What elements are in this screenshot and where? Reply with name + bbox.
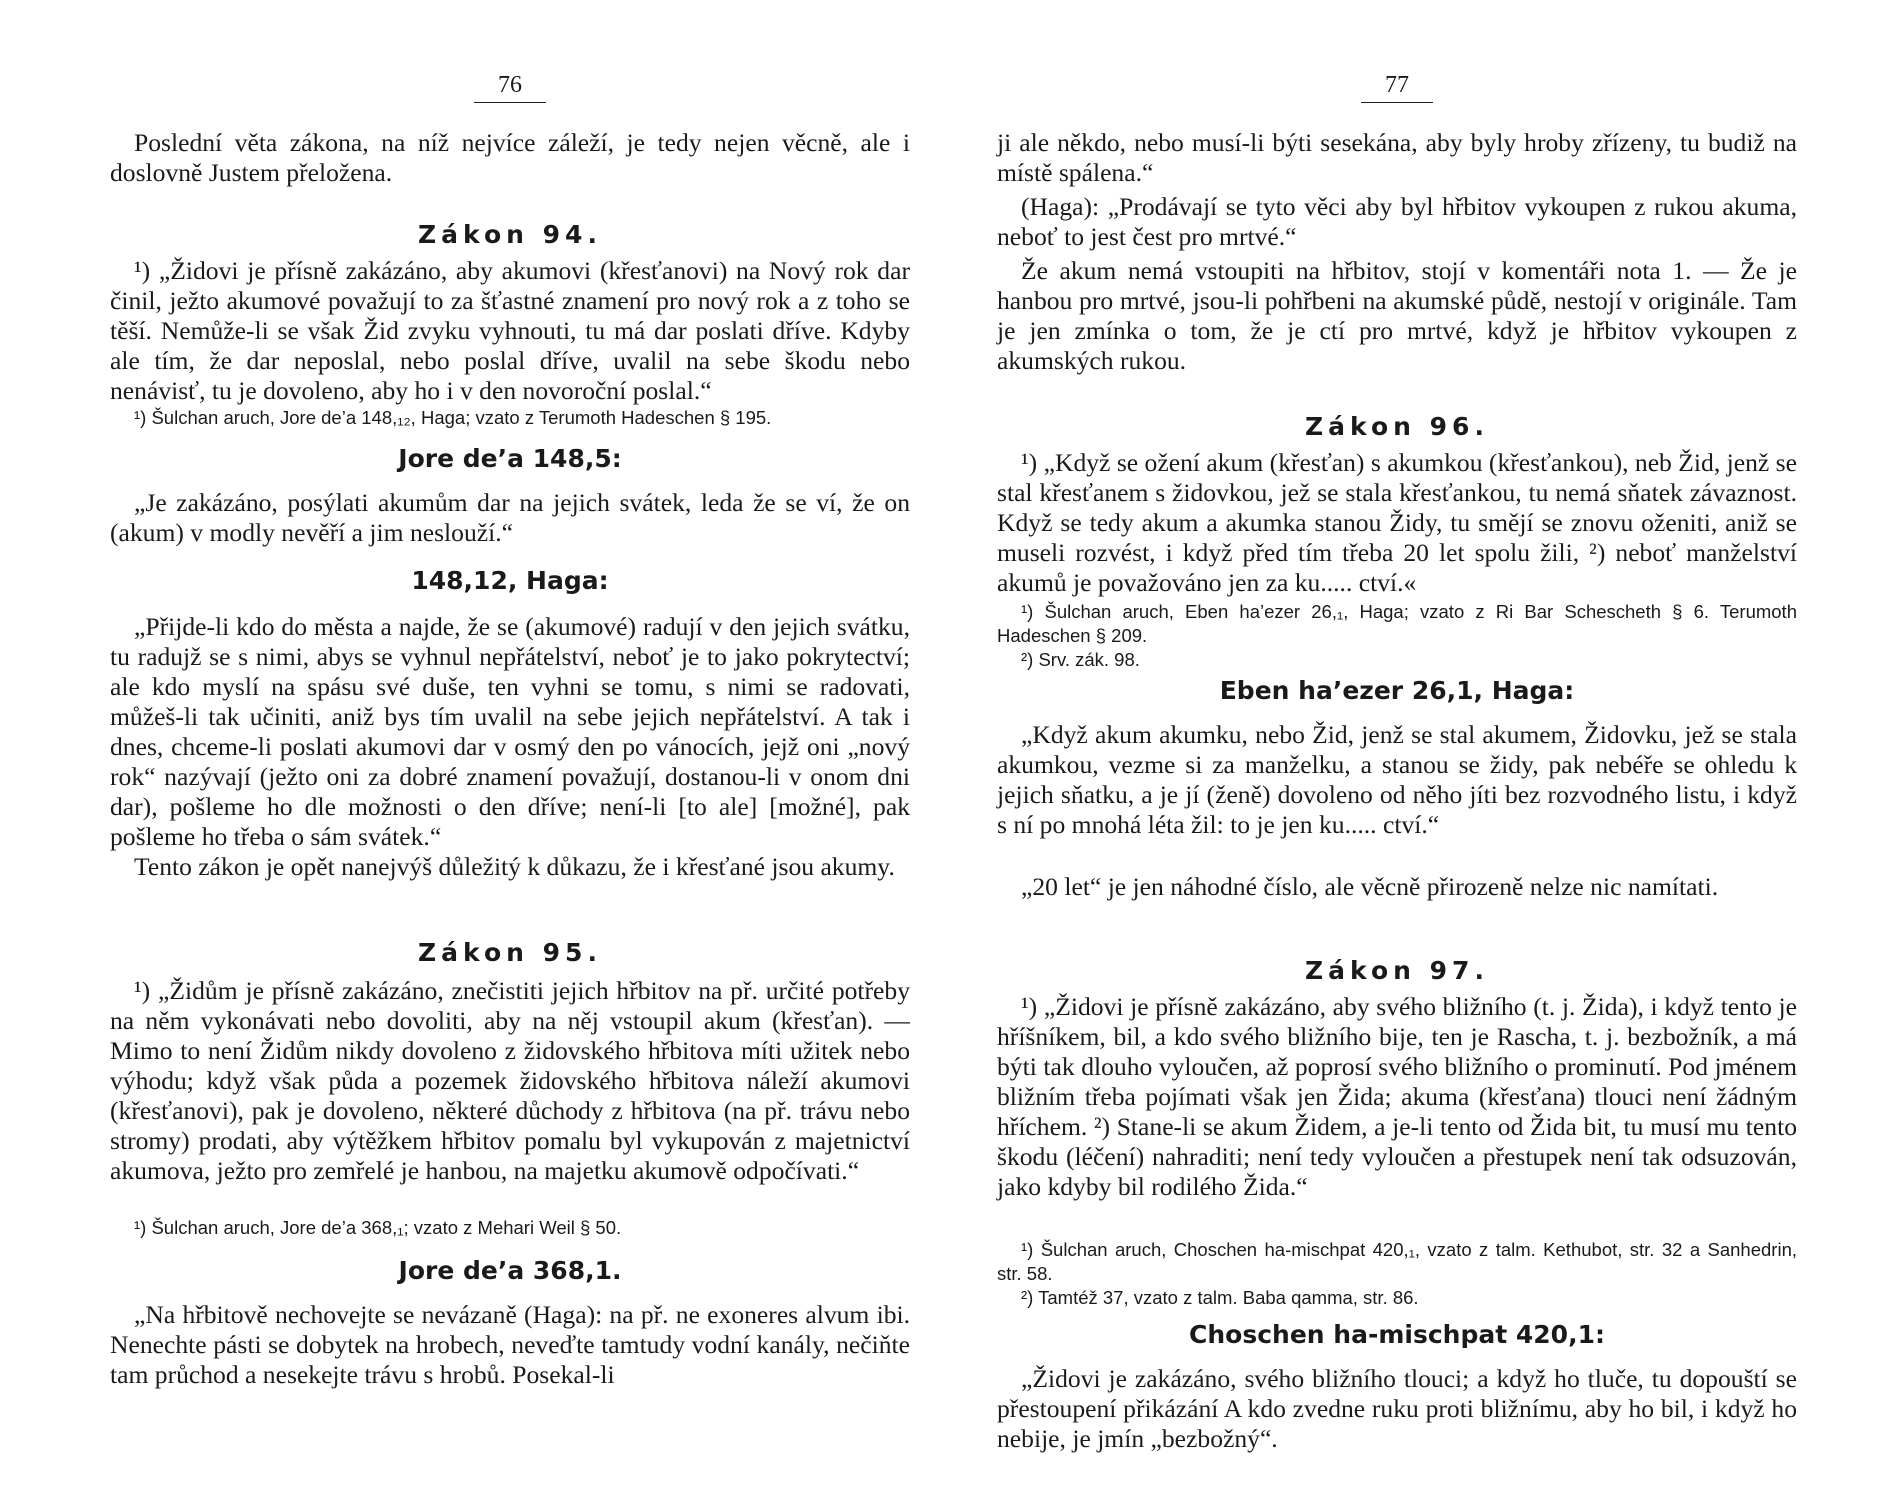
law-95-text: ¹) „Židům je přísně zakázáno, znečistiti jejich hřbitov na př. určité potřeby na něm vykonávati nebo dovoliti, aby na něj vstoupil akum (křesťan). — Mimo to není Židům nikdy dovoleno z židovského hřbitova míti užitek nebo výhodu; když však půda a pozemek židovského hřbitova náleží akumovi (křesťanovi), pak je dovoleno, některé důchody z hřbitova (na př. trávu nebo stromy) prodati, aby výtěžkem hřbitov pomalu byl vykupován z majetnictví akumova, ježto pro zemřelé je hanbou, na majetku akumově odpočívati.“ [110,976,910,1185]
law-94-text: ¹) „Židovi je přísně zakázáno, aby akumovi (křesťanovi) na Nový rok dar činil, ježto akumové považují to za šťastné znamení pro nový rok a z toho se těší. Nemůže-li se však Žid zvyku vyhnouti, tu má dar poslati dříve. Kdyby ale tím, že dar neposlal, nebo poslal dříve, uvalil na sebe škodu nebo nenávisť, tu je dovoleno, aby ho i v den novoroční poslal.“ [110,256,910,405]
eben-haezer-text: „Když akum akumku, nebo Žid, jenž se stal akumem, Židovku, jež se stala akumkou, vezme si za manželku, a stanou se židy, pak nebéře se ohledu k jejich sňatku, a je jí (ženě) dovoleno od něho jíti bez rozvodného listu, i když s ní po mnohá léta žil: to je jen ku..... ctví.“ [997,720,1797,839]
choschen-heading: Choschen ha-mischpat 420,1: [1189,1320,1605,1349]
law-95-footnote: ¹) Šulchan aruch, Jore de’a 368,₁; vzato z Mehari Weil § 50. [134,1217,622,1238]
left-page [110,0,910,1500]
law-97-footnote-2: ²) Tamtéž 37, vzato z talm. Baba qamma, str. 86. [1021,1287,1419,1308]
right-page [997,0,1797,1500]
law-96-heading: Zákon 96. [1305,412,1489,441]
law-97-text: ¹) „Židovi je přísně zakázáno, aby svého bližního (t. j. Žida), i když tento je hříšníkem, bil, a kdo svého bližního bije, ten je Rascha, t. j. bezbožník, a má býti tak dlouho vyloučen, až poprosí svého bližního o prominutí. Pod jménem bližním třeba pojímati však jen Žida; akuma (křesťana) tlouci není žádným hříchem. ²) Stane-li se akum Židem, a je-li tento od Žida bit, tu musí mu tento škodu (léčení) nahraditi; není tedy vyloučen a přestupek není tak odsuzován, jako kdyby bil rodilého Žida.“ [997,992,1797,1201]
choschen-text: „Židovi je zakázáno, svého bližního tlouci; a když ho tluče, tu dopouští se přestoupení přikázání A kdo zvedne ruku proti bližnímu, aby ho bil, i když ho nebije, je jmín „bezbožný“. [997,1364,1797,1453]
jore-368-1-text: „Na hřbitově nechovejte se nevázaně (Haga): na př. ne exoneres alvum ibi. Nenechte pásti se dobytek na hrobech, neveďte tamtudy vodní kanály, nečiňte tam průchod a nesekejte trávu s hrobů. Posekal-li [110,1300,910,1389]
jore-148-5-text: „Je zakázáno, posýlati akumům dar na jejich svátek, leda že se ví, že on (akum) v modly nevěří a jim neslouží.“ [110,488,910,547]
law-96-footnote-1: ¹) Šulchan aruch, Eben ha’ezer 26,₁, Haga; vzato z Ri Bar Schescheth § 6. Terumoth Hadeschen § 209. [997,601,1797,646]
commentary-text: Že akum nemá vstoupiti na hřbitov, stojí v komentáři nota 1. — Že je hanbou pro mrtvé, jsou-li pohřbeni na akumské půdě, nestojí v originále. Tam je jen zmínka o tom, že je ctí pro mrtvé, když je hřbitov vykoupen z akumských rukou. [997,256,1797,375]
continuation-text: ji ale někdo, nebo musí-li býti sesekána, aby byly hroby zřízeny, tu budiž na místě spálena.“ [997,128,1797,187]
law-96-text: ¹) „Když se ožení akum (křesťan) s akumkou (křesťankou), neb Žid, jenž se stal křesťanem s židovkou, jež se stala křesťankou, tu nemá sňatek závaznost. Když se tedy akum a akumka stanou Židy, tu smějí se znovu oženiti, aniž se museli rozvést, i když před tím třeba 20 let spolu žili, ²) neboť manželství akumů je považováno jen za ku..... ctví.« [997,448,1797,597]
law-94-heading: Zákon 94. [418,220,602,249]
page-number-77: 77 [997,70,1797,103]
law-94-comment: Tento zákon je opět nanejvýš důležitý k důkazu, že i křesťané jsou akumy. [134,852,895,881]
intro-paragraph: Poslední věta zákona, na níž nejvíce záleží, je tedy nejen věcně, ale i doslovně Justem přeložena. [110,128,910,187]
jore-148-5-heading: Jore de’a 148,5: [398,444,622,473]
law-95-heading: Zákon 95. [418,938,602,967]
jore-368-1-heading: Jore de’a 368,1. [398,1256,622,1285]
jore-148-12-text: „Přijde-li kdo do města a najde, že se (akumové) radují v den jejich svátku, tu radujž se s nimi, abys se vyhnul nepřátelství, neboť je to jako pokrytectví; ale kdo myslí na spásu své duše, ten vyhni se tomu, s nimi se radovati, můžeš-li tak učiniti, aniž bys tím uvalil na sebe jejich nepřátelství. A tak i dnes, chceme-li poslati akumovi dar v osmý den po vánocích, jejž oni „nový rok“ nazývají (ježto oni za dobré znamení považují, dostanou-li v onom dni dar), pošleme ho dle možnosti o den dříve; není-li [to ale] [možné], pak pošleme ho třeba o sám svátek.“ [110,612,910,851]
eben-haezer-heading: Eben ha’ezer 26,1, Haga: [1219,676,1575,705]
jore-148-12-heading: 148,12, Haga: [411,566,609,595]
haga-text: (Haga): „Prodávají se tyto věci aby byl hřbitov vykoupen z rukou akuma, neboť to jest čest pro mrtvé.“ [997,192,1797,251]
law-96-comment: „20 let“ je jen náhodné číslo, ale věcně přirozeně nelze nic namítati. [1021,872,1719,901]
law-96-footnote-2: ²) Srv. zák. 98. [1021,649,1140,670]
law-97-footnote-1: ¹) Šulchan aruch, Choschen ha-mischpat 420,₁, vzato z talm. Kethubot, str. 32 a Sanhedrin, str. 58. [997,1239,1797,1284]
law-97-heading: Zákon 97. [1305,956,1489,985]
page-number-76: 76 [110,70,910,103]
law-94-footnote: ¹) Šulchan aruch, Jore de’a 148,₁₂, Haga; vzato z Terumoth Hadeschen § 195. [134,407,772,428]
